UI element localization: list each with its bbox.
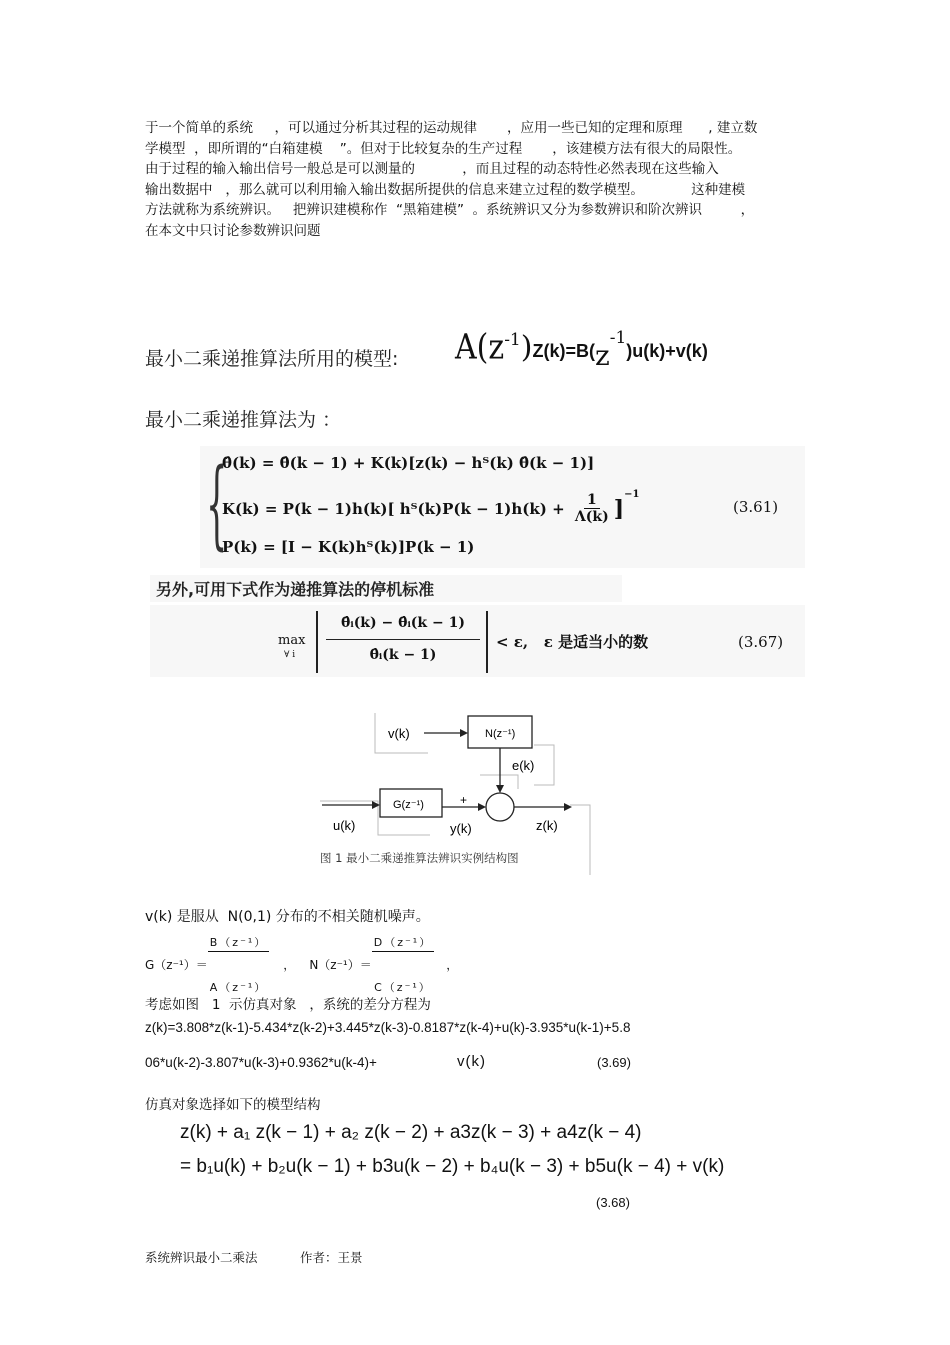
algo-eq-close: ] bbox=[613, 495, 625, 522]
model-eq-line2: = b₁u(k) + b₂u(k − 1) + b3u(k − 2) + b₄u(k − 3) + b5u(k − 4) + v(k) bbox=[180, 1156, 725, 1177]
arrowhead-icon bbox=[460, 729, 468, 737]
algo-eq-line2 bbox=[222, 489, 640, 525]
label-plus: + bbox=[460, 793, 468, 807]
algo-eq-sup: −1 bbox=[624, 489, 640, 500]
stop-eq-max-sub: ∀ i bbox=[284, 650, 296, 660]
model-eq-z-sup: -1 bbox=[609, 327, 627, 348]
algo-eq-den: Λ(k) bbox=[574, 509, 609, 525]
model-eq-a: A(z bbox=[455, 327, 505, 368]
consider-text: 考虑如图 1 示仿真对象 ，系统的差分方程为 bbox=[145, 997, 431, 1013]
model-eq-end: )u(k)+v(k) bbox=[626, 341, 708, 361]
transfer-functions bbox=[145, 935, 459, 994]
intro-line: 输出数据中 ，那么就可以利用输入输出数据所提供的信息来建立过程的数学模型。 这种建模 bbox=[145, 181, 746, 198]
intro-line: 学模型 ，即所谓的“白箱建模 ”。但对于比较复杂的生产过程 ，该建模方法有很大的局限性。 bbox=[145, 140, 742, 157]
intro-line: 于一个简单的系统 ，可以通过分析其过程的运动规律 ，应用一些已知的定理和原理 , 建立数 bbox=[145, 120, 758, 136]
abs-bar-right bbox=[486, 611, 488, 673]
algo-eq-line3: P(k) = [I − K(k)hᵀ(k)]P(k − 1) bbox=[222, 538, 475, 556]
noise-text: v(k) 是服从 N(0,1) 分布的不相关随机噪声。 bbox=[145, 909, 430, 925]
label-n-block: N(z⁻¹) bbox=[485, 728, 516, 740]
algo-eq-fraction bbox=[572, 492, 612, 525]
sep-1: ， bbox=[283, 957, 296, 972]
label-v: v(k) bbox=[388, 726, 410, 741]
stop-eq-fraction-line bbox=[326, 639, 480, 640]
diff-eq-line1: z(k)=3.808*z(k-1)-5.434*z(k-2)+3.445*z(k-3)-0.8187*z(k-4)+u(k)-3.935*u(k-1)+5.8 bbox=[145, 1020, 631, 1035]
diagram-border bbox=[570, 805, 590, 875]
intro-line: 在本文中只讨论参数辨识问题 bbox=[145, 222, 321, 239]
model-eq-mid: Z(k)=B( bbox=[532, 341, 595, 361]
model-eq-z: z bbox=[594, 339, 610, 372]
label-z: z(k) bbox=[536, 818, 558, 833]
label-e: e(k) bbox=[512, 758, 535, 773]
label-u: u(k) bbox=[333, 818, 356, 833]
arrowhead-icon bbox=[564, 803, 572, 811]
stop-eq-max: max bbox=[278, 633, 306, 648]
arrowhead-icon bbox=[496, 785, 504, 793]
n-den: C（z⁻¹） bbox=[374, 980, 432, 994]
intro-line: 方法就称为系统辨识。 把辨识建模称作 “黑箱建模” 。系统辨识又分为参数辨识和阶次辨识 ， bbox=[145, 202, 755, 218]
label-g-block: G(z⁻¹) bbox=[393, 799, 424, 811]
algo-heading: 最小二乘递推算法为 ： bbox=[145, 409, 342, 431]
diagram-border bbox=[534, 745, 554, 785]
intro-paragraph bbox=[145, 118, 805, 241]
model-struct-text: 仿真对象选择如下的模型结构 bbox=[145, 1097, 321, 1113]
stop-heading: 另外,可用下式作为递推算法的停机标准 bbox=[150, 575, 622, 602]
diff-eq-number: (3.69) bbox=[597, 1055, 631, 1070]
arrowhead-icon bbox=[372, 801, 380, 809]
model-eq-a-sup: -1 bbox=[504, 329, 521, 350]
algo-eq-number: (3.61) bbox=[733, 498, 779, 516]
footer-title: 系统辨识最小二乘法 bbox=[145, 1250, 258, 1265]
model-eq-a-close: ) bbox=[520, 330, 533, 365]
model-eq-number: (3.68) bbox=[596, 1195, 630, 1210]
diff-eq-line2: 06*u(k-2)-3.807*u(k-3)+0.9362*u(k-4)+ bbox=[145, 1055, 377, 1070]
model-eq-line1: z(k) + a₁ z(k − 1) + a₂ z(k − 2) + a3z(k − 3) + a4z(k − 4) bbox=[180, 1122, 642, 1143]
figure-caption: 图 1 最小二乘递推算法辨识实例结构图 bbox=[320, 851, 519, 865]
footer-author: 作者：王景 bbox=[300, 1250, 363, 1265]
stop-eq-den: θ̂ᵢ(k − 1) bbox=[369, 647, 437, 663]
algo-eq-line1: θ̂(k) = θ̂(k − 1) + K(k)[z(k) − hᵀ(k) θ̂(k − 1)] bbox=[222, 454, 595, 472]
diff-eq-v: v(k) bbox=[457, 1053, 486, 1070]
sep-2: ， bbox=[446, 957, 459, 972]
algo-eq-num: 1 bbox=[584, 492, 600, 509]
n-lhs: N（z⁻¹）＝ bbox=[309, 957, 372, 972]
algo-equation-block bbox=[200, 446, 805, 568]
label-y: y(k) bbox=[450, 821, 472, 836]
g-num: B（z⁻¹） bbox=[208, 934, 270, 952]
g-lhs: G（z⁻¹）＝ bbox=[145, 957, 208, 972]
summing-junction bbox=[486, 793, 514, 821]
intro-line: 由于过程的输入输出信号一般总是可以测量的 ，而且过程的动态特性必然表现在这些输入 bbox=[145, 161, 719, 177]
arrowhead-icon bbox=[478, 803, 486, 811]
model-heading: 最小二乘递推算法所用的模型: bbox=[145, 348, 399, 370]
stop-eq-tail: < ε, ε 是适当小的数 bbox=[496, 633, 649, 651]
algo-eq-line2-a: K(k) = P(k − 1)h(k)[ hᵀ(k)P(k − 1)h(k) + bbox=[222, 499, 570, 518]
g-den: A（z⁻¹） bbox=[209, 980, 268, 994]
abs-bar-left bbox=[316, 611, 318, 673]
brace-icon: { bbox=[206, 448, 228, 560]
model-equation bbox=[455, 327, 708, 380]
n-num: D（z⁻¹） bbox=[372, 934, 434, 952]
stop-equation-block bbox=[150, 605, 805, 677]
stop-eq-number: (3.67) bbox=[738, 633, 784, 651]
stop-eq-num: θ̂ᵢ(k) − θ̂ᵢ(k − 1) bbox=[341, 615, 465, 631]
